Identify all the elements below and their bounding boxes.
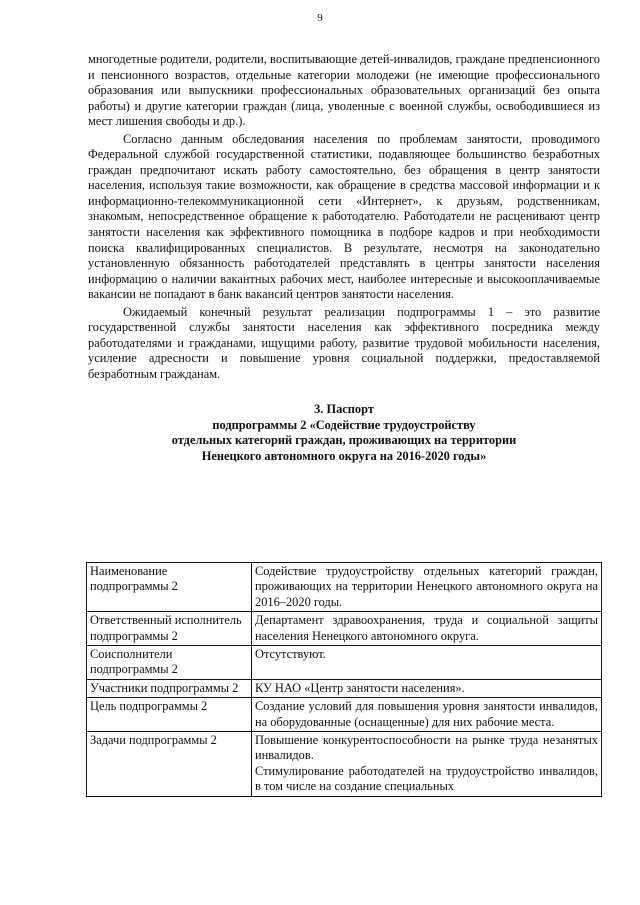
page-number: 9 bbox=[317, 12, 323, 24]
section-heading bbox=[88, 402, 600, 464]
heading-line-2: подпрограммы 2 «Содействие трудоустройству bbox=[212, 417, 476, 432]
passport-table bbox=[86, 562, 602, 797]
table-row bbox=[87, 563, 602, 612]
paragraph-1: многодетные родители, родители, воспитывающие детей-инвалидов, граждане предпенсионного и пенсионного возрастов, отдельные категории молодежи (не имеющие профессионального образования или выпускники профессиональных образовательных организаций без опыта работы) и другие категории граждан (лица, уволенные с военной службы, освободившиеся из мест лишения свободы и др.). bbox=[88, 52, 600, 129]
heading-line-1: 3. Паспорт bbox=[314, 402, 374, 417]
table-row bbox=[87, 646, 602, 680]
row-value bbox=[252, 732, 602, 797]
row-label: Соисполнители подпрограммы 2 bbox=[87, 646, 252, 680]
table-row bbox=[87, 732, 602, 797]
row-value: Создание условий для повышения уровня занятости инвалидов, на оборудованные (оснащенные) для них рабочие места. bbox=[252, 698, 602, 732]
task-1: Повышение конкурентоспособности на рынке труда незанятых инвалидов. bbox=[255, 733, 598, 763]
row-value: Отсутствуют. bbox=[252, 646, 602, 680]
table-row bbox=[87, 612, 602, 646]
task-2: Стимулирование работодателей на трудоустройство инвалидов, в том числе на создание специальных bbox=[255, 763, 598, 794]
row-label: Ответственный исполнитель подпрограммы 2 bbox=[87, 612, 252, 646]
row-value: Департамент здравоохранения, труда и социальной защиты населения Ненецкого автономного округа. bbox=[252, 612, 602, 646]
row-value: Содействие трудоустройству отдельных категорий граждан, проживающих на территории Ненецкого автономного округа на 2016–2020 годы. bbox=[252, 563, 602, 612]
row-label: Задачи подпрограммы 2 bbox=[87, 732, 252, 797]
heading-line-3: отдельных категорий граждан, проживающих на территории bbox=[171, 433, 517, 448]
paragraph-3: Ожидаемый конечный результат реализации подпрограммы 1 – это развитие государственной службы занятости населения как эффективного посредника между работодателями и гражданами, ищущими работу, развитие трудовой мобильности населения, усиление адресности и повышение уровня социальной поддержки, предоставляемой безработным гражданам. bbox=[88, 304, 600, 381]
row-label: Наименование подпрограммы 2 bbox=[87, 563, 252, 612]
row-label: Участники подпрограммы 2 bbox=[87, 679, 252, 697]
paragraph-2: Согласно данным обследования населения по проблемам занятости, проводимого Федеральной службой государственной статистики, подавляющее большинство безработных граждан предпочитают искать работу самостоятельно, без обращения в центр занятости населения, используя такие возможности, как обращение в средства массовой информации и к информационно-телекоммуникационной сети «Интернет», к друзьям, родственникам, знакомым, непосредственное обращение к работодателю. Работодатели не расценивают центр занятости населения как эффективного помощника в подборе кадров и при необходимости поиска квалифицированных специалистов. В результате, несмотря на законодательно установленную обязанность работодателей представлять в центры занятости населения информацию о наличии вакантных рабочих мест, наиболее интересные и высокооплачиваемые вакансии не попадают в банк вакансий центров занятости населения. bbox=[88, 131, 600, 302]
document-body bbox=[88, 52, 600, 464]
row-value: КУ НАО «Центр занятости населения». bbox=[252, 679, 602, 697]
heading-line-4: Ненецкого автономного округа на 2016-2020 годы» bbox=[201, 448, 487, 463]
row-label: Цель подпрограммы 2 bbox=[87, 698, 252, 732]
table-row bbox=[87, 679, 602, 697]
table-row bbox=[87, 698, 602, 732]
